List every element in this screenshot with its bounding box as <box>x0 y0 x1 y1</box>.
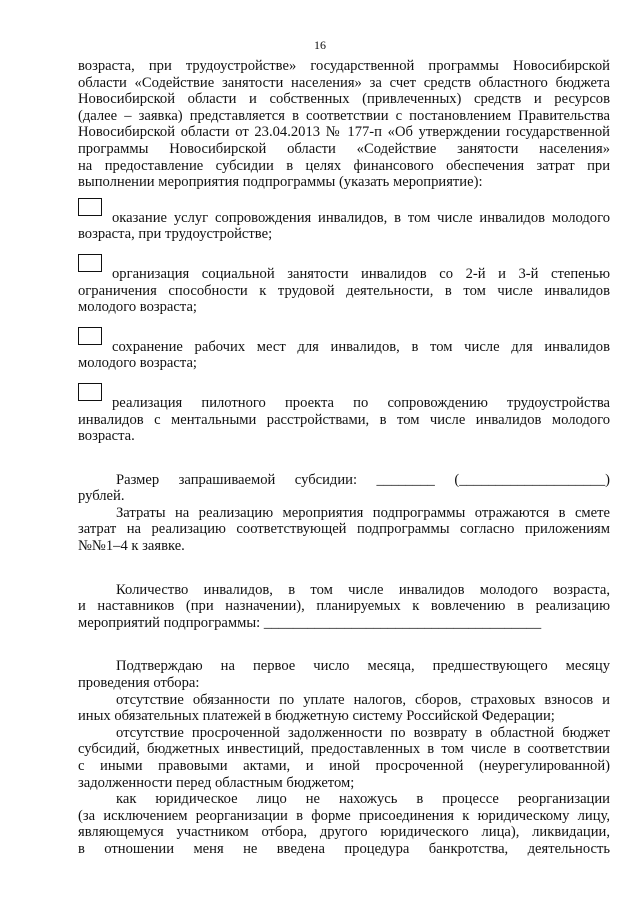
option-line: возраста. <box>78 428 135 445</box>
document-body <box>78 58 610 858</box>
option-line: организация социальной занятости инвалидов со 2-й и 3-й степенью <box>112 265 610 282</box>
option-line: молодого возраста; <box>78 355 197 372</box>
confirm-item-taxes <box>78 692 610 725</box>
confirm-item-line: (за исключением реорганизации в форме присоединения к юридическому лицу, <box>78 807 610 824</box>
quantity-paragraph <box>78 582 610 632</box>
confirm-item-reorganization <box>78 791 610 857</box>
intro-line: возраста, при трудоустройстве» государственной программы Новосибирской <box>78 58 610 74</box>
quantity-line: и наставников (при назначении), планируемых к вовлечению в реализацию <box>78 598 610 615</box>
option-line: возраста, при трудоустройстве; <box>78 226 273 243</box>
intro-line: выполнении мероприятия подпрограммы (указать мероприятие): <box>78 174 483 191</box>
quantity-line: мероприятий подпрограммы: ______________________________________ <box>78 614 542 631</box>
intro-line: области «Содействие занятости населения» за счет средств областного бюджета <box>78 74 610 91</box>
option-checkbox-4[interactable] <box>78 383 102 401</box>
confirm-item-line: как юридическое лицо не нахожусь в процессе реорганизации <box>116 791 610 808</box>
option-pilot-project <box>78 395 610 445</box>
costs-line: Затраты на реализацию мероприятия подпрограммы отражаются в смете <box>116 504 610 521</box>
costs-line: №№1–4 к заявке. <box>78 538 185 555</box>
confirm-item-line: в отношении меня не введена процедура банкротства, деятельность <box>78 840 610 857</box>
confirm-line: Подтверждаю на первое число месяца, предшествующего месяцу <box>116 658 610 675</box>
intro-line: программы Новосибирской области «Содействие занятости населения» <box>78 140 610 157</box>
confirm-item-debt <box>78 725 610 791</box>
intro-paragraph <box>78 58 610 191</box>
confirm-item-line: задолженности перед областным бюджетом; <box>78 774 355 791</box>
option-line: инвалидов с ментальными расстройствами, в том числе инвалидов молодого <box>78 411 610 428</box>
option-line: ограничения способности к трудовой деятельности, в том числе инвалидов <box>78 282 610 299</box>
option-line: оказание услуг сопровождения инвалидов, в том числе инвалидов молодого <box>112 209 610 226</box>
option-job-preservation <box>78 339 610 372</box>
confirm-item-line: с иными правовыми актами, и иной просроченной (неурегулированной) <box>78 758 610 774</box>
option-support-services <box>78 210 610 243</box>
confirm-paragraph <box>78 658 610 691</box>
page-number: 16 <box>314 38 326 52</box>
confirm-item-line: отсутствие обязанности по уплате налогов, сборов, страховых взносов и <box>116 691 610 708</box>
confirm-item-line: субсидий, бюджетных инвестиций, предоставленных в том числе в соответствии <box>78 741 610 758</box>
subsidy-line: Размер запрашиваемой субсидии: ________ (____________________) <box>116 471 610 488</box>
confirm-item-line: являющемуся участником отбора, другого юридического лица), ликвидации, <box>78 824 610 841</box>
confirm-item-line: иных обязательных платежей в бюджетную систему Российской Федерации; <box>78 708 555 725</box>
option-checkbox-1[interactable] <box>78 198 102 216</box>
confirm-line: проведения отбора: <box>78 675 200 692</box>
costs-paragraph <box>78 505 610 555</box>
option-line: реализация пилотного проекта по сопровождению трудоустройства <box>112 394 610 411</box>
intro-line: (далее – заявка) представляется в соответствии с постановлением Правительства <box>78 107 610 124</box>
confirm-item-line: отсутствие просроченной задолженности по возврату в областной бюджет <box>116 724 610 741</box>
costs-line: затрат на реализацию соответствующей подпрограммы согласно приложениям <box>78 521 610 538</box>
option-checkbox-2[interactable] <box>78 254 102 272</box>
subsidy-line: рублей. <box>78 488 125 505</box>
option-line: молодого возраста; <box>78 299 197 316</box>
option-line: сохранение рабочих мест для инвалидов, в том числе для инвалидов <box>112 338 610 355</box>
intro-line: Новосибирской области и собственных (привлеченных) средств и ресурсов <box>78 91 610 108</box>
option-checkbox-3[interactable] <box>78 327 102 345</box>
subsidy-paragraph <box>78 472 610 505</box>
option-social-employment <box>78 266 610 316</box>
intro-line: на предоставление субсидии в целях финансового обеспечения затрат при <box>78 157 610 174</box>
intro-line: Новосибирской области от 23.04.2013 № 177-п «Об утверждении государственной <box>78 124 610 141</box>
quantity-line: Количество инвалидов, в том числе инвалидов молодого возраста, <box>116 581 610 598</box>
